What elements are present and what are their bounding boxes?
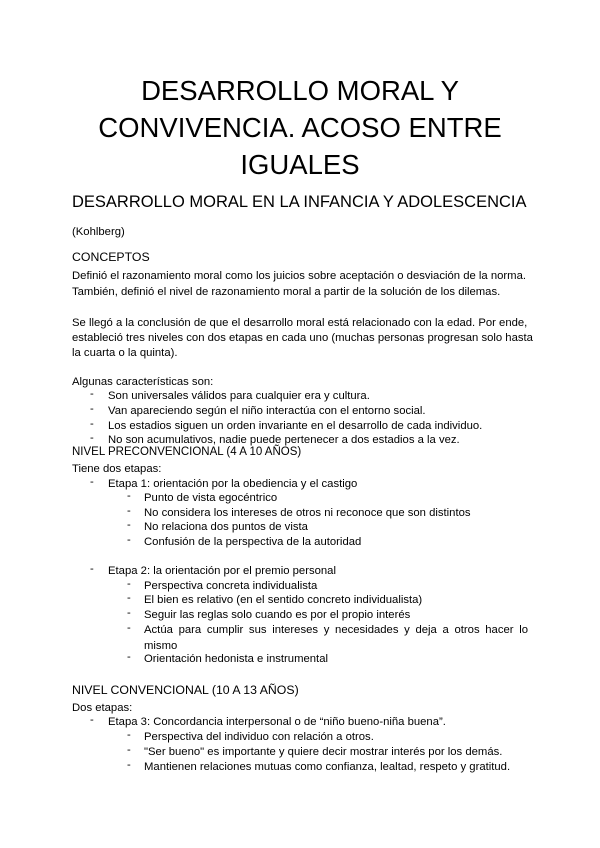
bullet-dash: - (127, 490, 131, 502)
bullet-dash: - (127, 759, 131, 771)
convencional-heading: NIVEL CONVENCIONAL (10 A 13 AÑOS) (72, 683, 299, 697)
paragraph-line: estableció tres niveles con dos etapas en cada uno (muchas personas progresan solo hasta (72, 332, 533, 344)
list-item: Mantienen relaciones mutuas como confianza, lealtad, respeto y gratitud. (144, 761, 511, 773)
bullet-dash: - (90, 563, 94, 575)
list-item: No relaciona dos puntos de vista (144, 521, 308, 533)
bullet-dash: - (127, 534, 131, 546)
list-item: Los estadios siguen un orden invariante en el desarrollo de cada individuo. (108, 420, 483, 432)
list-item: Son universales válidos para cualquier era y cultura. (108, 390, 370, 402)
list-item: Van apareciendo según el niño interactúa con el entorno social. (108, 405, 426, 417)
list-item: Seguir las reglas solo cuando es por el propio interés (144, 609, 411, 621)
list-item: No considera los intereses de otros ni reconoce que son distintos (144, 507, 471, 519)
bullet-dash: - (127, 622, 131, 634)
list-item: Orientación hedonista e instrumental (144, 653, 328, 665)
etapa-1-label: Etapa 1: orientación por la obediencia y el castigo (108, 478, 358, 490)
list-item: El bien es relativo (en el sentido concreto individualista) (144, 594, 423, 606)
bullet-dash: - (90, 388, 94, 400)
list-item: Actúa para cumplir sus intereses y necesidades y deja a otros hacer lo mismo (144, 624, 528, 652)
bullet-dash: - (90, 403, 94, 415)
paragraph-line: Definió el razonamiento moral como los juicios sobre aceptación o desviación de la norma. (72, 270, 526, 282)
bullet-dash: - (90, 418, 94, 430)
list-item: Punto de vista egocéntrico (144, 492, 278, 504)
document-title: DESARROLLO MORAL Y CONVIVENCIA. ACOSO ENTRE IGUALES (98, 75, 502, 180)
list-item: Confusión de la perspectiva de la autoridad (144, 536, 362, 548)
bullet-dash: - (127, 578, 131, 590)
bullet-dash: - (90, 432, 94, 444)
etapa-2-label: Etapa 2: la orientación por el premio personal (108, 565, 336, 577)
features-intro: Algunas características son: (72, 376, 214, 388)
bullet-dash: - (127, 607, 131, 619)
convencional-intro: Dos etapas: (72, 702, 133, 714)
list-item: No son acumulativos, nadie puede pertenecer a dos estadios a la vez. (108, 434, 460, 446)
bullet-dash: - (127, 729, 131, 741)
bullet-dash: - (90, 476, 94, 488)
paragraph-line: Se llegó a la conclusión de que el desarrollo moral está relacionado con la edad. Por ende, (72, 317, 528, 329)
preconvencional-intro: Tiene dos etapas: (72, 463, 162, 475)
etapa-3-label: Etapa 3: Concordancia interpersonal o de “niño bueno-niña buena”. (108, 716, 446, 728)
author-note: (Kohlberg) (72, 226, 125, 238)
list-item: Perspectiva concreta individualista (144, 580, 318, 592)
conceptos-heading: CONCEPTOS (72, 250, 150, 264)
bullet-dash: - (127, 744, 131, 756)
paragraph-line: También, definió el nivel de razonamiento moral a partir de la solución de los dilemas. (72, 286, 501, 298)
section-heading: DESARROLLO MORAL EN LA INFANCIA Y ADOLESCENCIA (72, 193, 527, 211)
bullet-dash: - (90, 714, 94, 726)
bullet-dash: - (127, 505, 131, 517)
paragraph-line: la cuarta o la quinta). (72, 347, 178, 359)
preconvencional-heading: NIVEL PRECONVENCIONAL (4 A 10 AÑOS) (72, 446, 302, 458)
bullet-dash: - (127, 651, 131, 663)
list-item: "Ser bueno" es importante y quiere decir mostrar interés por los demás. (144, 746, 503, 758)
bullet-dash: - (127, 519, 131, 531)
bullet-dash: - (127, 592, 131, 604)
list-item: Perspectiva del individuo con relación a otros. (144, 731, 374, 743)
